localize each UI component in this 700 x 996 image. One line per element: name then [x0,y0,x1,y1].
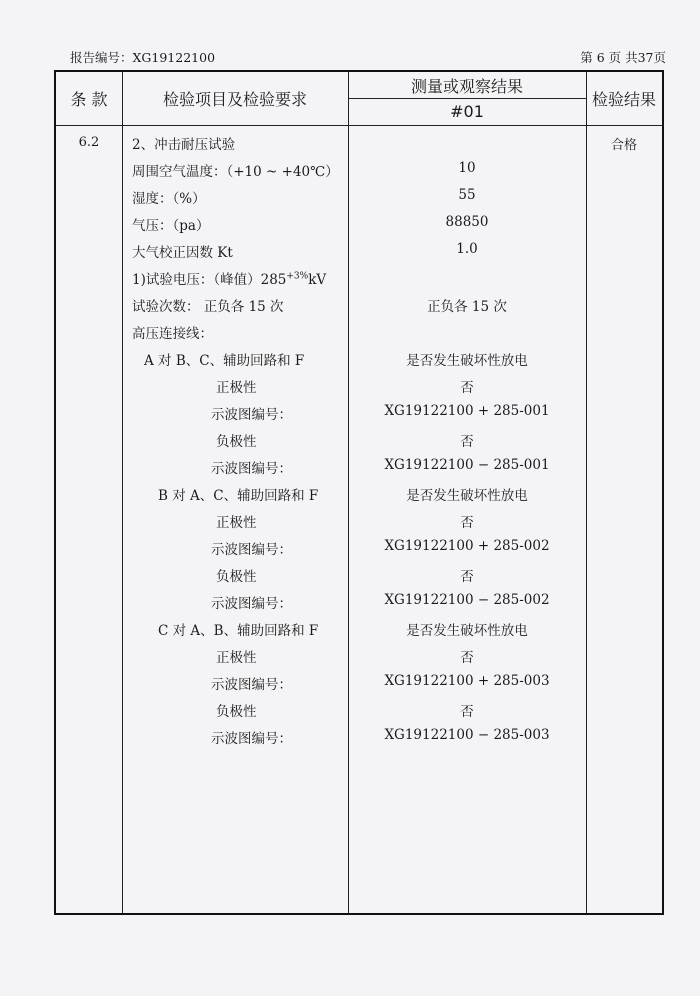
table-row [56,214,662,241]
test-item: 示波图编号： [211,677,292,693]
test-result: 10 [458,160,476,176]
table-row [56,646,662,673]
table-row [56,376,662,403]
voltage-unit: kV [308,272,327,288]
table-row [56,403,662,430]
test-result: 否 [460,515,474,531]
test-item: 大气校正因数 Kt [132,245,233,261]
test-result: XG19122100 − 285-001 [384,457,550,473]
table-row [56,430,662,457]
test-voltage-label: 1)试验电压：（峰值）285 [132,272,287,288]
test-item: 示波图编号： [211,407,292,423]
test-item: 周围空气温度：（+10 ~ +40℃） [132,164,339,180]
verdict-value: 合格 [610,138,637,153]
report-number [70,48,215,66]
test-result: 88850 [445,214,489,230]
test-item: B 对 A、C、辅助回路和 F [158,488,319,504]
table-row [56,511,662,538]
test-item: C 对 A、B、辅助回路和 F [158,623,319,639]
table-row [56,322,662,349]
test-result: XG19122100 − 285-002 [384,592,550,608]
test-item: 湿度：（%） [132,191,206,207]
test-item: 示波图编号： [211,461,292,477]
table-row [56,565,662,592]
test-item: A 对 B、C、辅助回路和 F [144,353,305,369]
test-result: 是否发生破坏性放电 [406,488,528,504]
test-result: XG19122100 + 285-001 [384,403,550,419]
test-item: 示波图编号： [211,596,292,612]
test-item: 试验次数： 正负各 15 次 [132,299,284,315]
table-row [56,700,662,727]
header-clause: 条 款 [70,90,108,109]
test-item: 负极性 [216,704,257,720]
test-result: 1.0 [456,241,478,257]
test-item: 气压：（pa） [132,218,210,234]
test-result: 55 [458,187,476,203]
header-verdict: 检验结果 [591,90,656,109]
table-row [56,160,662,187]
header-item: 检验项目及检验要求 [162,90,307,109]
test-result: 否 [460,650,474,666]
table-row [56,349,662,376]
table-row [56,295,662,322]
test-result: XG19122100 − 285-003 [384,727,550,743]
test-item: 正极性 [216,380,257,396]
test-item: 负极性 [216,569,257,585]
inspection-table [54,70,664,915]
tolerance-superscript: +3% [286,271,309,282]
table-row [56,241,662,268]
table-row [56,133,662,160]
test-result: 否 [460,704,474,720]
report-number-value: XG19122100 [132,50,216,65]
test-result: XG19122100 + 285-003 [384,673,550,689]
table-row [56,538,662,565]
test-item: 高压连接线： [132,326,213,342]
table-row [56,619,662,646]
table-row [56,457,662,484]
test-result: 是否发生破坏性放电 [406,353,528,369]
table-row [56,484,662,511]
document-header [70,48,666,68]
test-item: 负极性 [216,434,257,450]
test-result: 否 [460,380,474,396]
test-result: XG19122100 + 285-002 [384,538,550,554]
test-result: 正负各 15 次 [427,299,507,315]
test-result: 否 [460,434,474,450]
table-row [56,592,662,619]
table-row [56,187,662,214]
test-result: 是否发生破坏性放电 [406,623,528,639]
test-item: 正极性 [216,515,257,531]
header-sample: #01 [450,102,484,121]
table-row [56,268,662,295]
test-item: 示波图编号： [211,731,292,747]
table-row [56,673,662,700]
report-number-label: 报告编号： [70,50,133,65]
page-counter: 第 6 页 共37页 [580,50,666,65]
test-result: 否 [460,569,474,585]
table-row [56,727,662,754]
header-bottom-line [56,125,662,126]
test-item: 正极性 [216,650,257,666]
clause-number: 6.2 [78,135,100,150]
test-item [132,268,326,288]
test-item: 示波图编号： [211,542,292,558]
test-item: 2、冲击耐压试验 [132,137,236,153]
header-measure: 测量或观察结果 [410,76,523,96]
